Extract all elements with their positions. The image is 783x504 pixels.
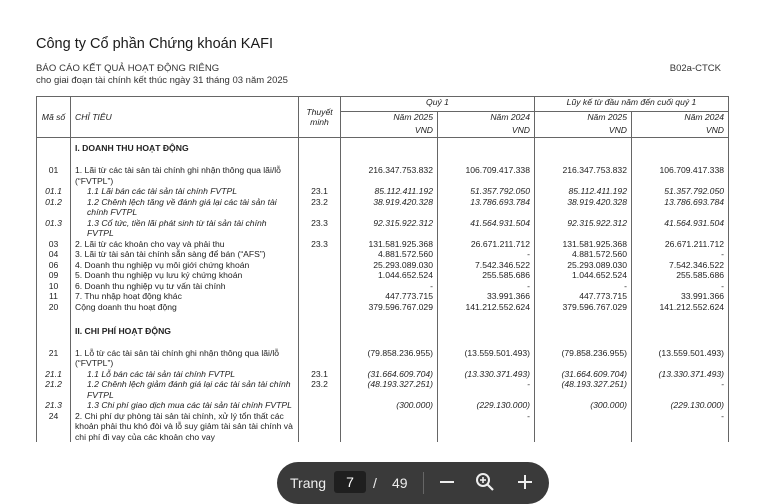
- cell-v4: [632, 143, 729, 159]
- cell-v2: (229.130.000): [438, 400, 535, 411]
- cell-v3: 1.044.652.524: [535, 270, 632, 281]
- cell-v3: (79.858.236.955): [535, 348, 632, 369]
- cell-note: [299, 260, 341, 271]
- cell-note: [299, 400, 341, 411]
- cell-v2: 106.709.417.338: [438, 165, 535, 186]
- cell-item: 6. Doanh thu nghiệp vụ tư vấn tài chính: [71, 281, 299, 292]
- cell-item: 3. Lãi từ tài sản tài chính sẵn sàng để bán (“AFS”): [71, 249, 299, 260]
- cell-v4: (13.330.371.493): [632, 369, 729, 380]
- col-code-header: Mã số: [37, 97, 71, 138]
- cell-code: 03: [37, 239, 71, 250]
- cell-v1: 25.293.089.030: [341, 260, 438, 271]
- unit-label: VND: [632, 125, 729, 138]
- cell-v1: (300.000): [341, 400, 438, 411]
- cell-v3: 379.596.767.029: [535, 302, 632, 320]
- table-row: [37, 143, 729, 159]
- cell-v3: 216.347.753.832: [535, 165, 632, 186]
- cell-item: 2. Lãi từ các khoản cho vay và phải thu: [71, 239, 299, 250]
- cell-note: [299, 326, 341, 342]
- cell-v4: 255.585.686: [632, 270, 729, 281]
- cell-note: [299, 270, 341, 281]
- cell-note: [299, 411, 341, 443]
- cell-item: 1.3 Chi phí giao dịch mua các tài sản tài chính FVTPL: [71, 400, 299, 411]
- cell-v3: 131.581.925.368: [535, 239, 632, 250]
- cell-note: [299, 348, 341, 369]
- table-row: [37, 348, 729, 369]
- table-row: [37, 197, 729, 218]
- zoom-fit-button[interactable]: [473, 470, 497, 494]
- cell-v2: 41.564.931.504: [438, 218, 535, 239]
- toolbar-divider: [423, 472, 424, 494]
- cell-item: 1.2 Chênh lệch giảm đánh giá lại các tài sản tài chính FVTPL: [71, 379, 299, 400]
- cell-v3: 38.919.420.328: [535, 197, 632, 218]
- unit-label: VND: [535, 125, 632, 138]
- table-row: [37, 400, 729, 411]
- quarter-header: Quý 1: [341, 97, 535, 112]
- cell-item: 5. Doanh thu nghiệp vụ lưu ký chứng khoán: [71, 270, 299, 281]
- cell-v1: [341, 326, 438, 342]
- cell-code: 21.2: [37, 379, 71, 400]
- cell-v4: 26.671.211.712: [632, 239, 729, 250]
- cell-note: [299, 249, 341, 260]
- cell-note: 23.2: [299, 197, 341, 218]
- cell-v4: 106.709.417.338: [632, 165, 729, 186]
- cell-v1: 447.773.715: [341, 291, 438, 302]
- cell-note: [299, 143, 341, 159]
- cell-v4: 33.991.366: [632, 291, 729, 302]
- cell-item: I. DOANH THU HOẠT ĐỘNG: [71, 143, 299, 159]
- cell-item: II. CHI PHÍ HOẠT ĐỘNG: [71, 326, 299, 342]
- table-row: [37, 218, 729, 239]
- cell-code: 10: [37, 281, 71, 292]
- cell-code: 01.2: [37, 197, 71, 218]
- table-row: [37, 239, 729, 250]
- table-row: [37, 249, 729, 260]
- cell-v3: [535, 143, 632, 159]
- cell-item: 1. Lỗ từ các tài sản tài chính ghi nhận thông qua lãi/lỗ (“FVTPL”): [71, 348, 299, 369]
- ytd-header: Lũy kế từ đầu năm đến cuối quý 1: [535, 97, 729, 112]
- cell-note: 23.2: [299, 379, 341, 400]
- page-number-input[interactable]: 7: [334, 471, 366, 493]
- cell-v2: -: [438, 249, 535, 260]
- cell-code: 01.1: [37, 186, 71, 197]
- plus-icon: [513, 470, 537, 494]
- zoom-out-button[interactable]: [435, 470, 459, 494]
- cell-code: 21.3: [37, 400, 71, 411]
- cell-v4: 7.542.346.522: [632, 260, 729, 271]
- cell-note: 23.1: [299, 186, 341, 197]
- cell-v1: 1.044.652.524: [341, 270, 438, 281]
- cell-v4: -: [632, 379, 729, 400]
- year-header: Năm 2024: [438, 112, 535, 126]
- cell-code: 01: [37, 165, 71, 186]
- cell-v2: [438, 143, 535, 159]
- magnifier-icon: [473, 470, 497, 494]
- col-item-header: CHỈ TIÊU: [71, 97, 299, 138]
- table-row: [37, 379, 729, 400]
- cell-v3: 85.112.411.192: [535, 186, 632, 197]
- cell-v4: 13.786.693.784: [632, 197, 729, 218]
- cell-v2: -: [438, 411, 535, 443]
- cell-v3: (300.000): [535, 400, 632, 411]
- table-row: [37, 326, 729, 342]
- cell-v4: -: [632, 281, 729, 292]
- cell-v1: (48.193.327.251): [341, 379, 438, 400]
- cell-code: [37, 143, 71, 159]
- cell-item: 7. Thu nhập hoạt động khác: [71, 291, 299, 302]
- cell-v1: (79.858.236.955): [341, 348, 438, 369]
- cell-v4: 51.357.792.050: [632, 186, 729, 197]
- cell-v2: -: [438, 281, 535, 292]
- cell-v2: (13.330.371.493): [438, 369, 535, 380]
- cell-v1: 131.581.925.368: [341, 239, 438, 250]
- pdf-page-toolbar: [277, 462, 549, 504]
- cell-item: 1.1 Lãi bán các tài sản tài chính FVTPL: [71, 186, 299, 197]
- cell-v3: 92.315.922.312: [535, 218, 632, 239]
- cell-code: 20: [37, 302, 71, 320]
- cell-v2: 141.212.552.624: [438, 302, 535, 320]
- cell-v3: 447.773.715: [535, 291, 632, 302]
- col-note-header: Thuyết minh: [299, 97, 341, 138]
- cell-item: 2. Chi phí dự phòng tài sản tài chính, xử lý tổn thất các khoản phải thu khó đòi và lỗ suy giảm tài sản tài chính và chi phí đi vay của các khoản cho vay: [71, 411, 299, 443]
- table-row: [37, 270, 729, 281]
- cell-v2: 33.991.366: [438, 291, 535, 302]
- cell-code: 11: [37, 291, 71, 302]
- report-title: BÁO CÁO KẾT QUẢ HOẠT ĐỘNG RIÊNG: [36, 63, 220, 74]
- cell-v4: -: [632, 249, 729, 260]
- cell-v3: -: [535, 281, 632, 292]
- cell-note: [299, 165, 341, 186]
- cell-item: Cộng doanh thu hoạt động: [71, 302, 299, 320]
- income-statement-table: [36, 96, 729, 442]
- cell-item: 1.3 Cổ tức, tiền lãi phát sinh từ tài sản tài chính FVTPL: [71, 218, 299, 239]
- cell-code: 06: [37, 260, 71, 271]
- page-separator: /: [373, 475, 377, 491]
- cell-v1: 85.112.411.192: [341, 186, 438, 197]
- unit-label: VND: [341, 125, 438, 138]
- table-row: [37, 165, 729, 186]
- cell-v3: 4.881.572.560: [535, 249, 632, 260]
- report-period: cho giai đoạn tài chính kết thúc ngày 31 tháng 03 năm 2025: [36, 75, 288, 86]
- cell-note: 23.3: [299, 218, 341, 239]
- zoom-in-button[interactable]: [513, 470, 537, 494]
- table-row: [37, 302, 729, 320]
- cell-item: 4. Doanh thu nghiệp vụ môi giới chứng khoán: [71, 260, 299, 271]
- table-row: [37, 369, 729, 380]
- cell-item: 1.2 Chênh lệch tăng về đánh giá lại các tài sản tài chính FVTPL: [71, 197, 299, 218]
- year-header: Năm 2024: [632, 112, 729, 126]
- cell-note: 23.3: [299, 239, 341, 250]
- cell-code: 24: [37, 411, 71, 443]
- cell-code: 21: [37, 348, 71, 369]
- cell-v1: 92.315.922.312: [341, 218, 438, 239]
- cell-v1: [341, 411, 438, 443]
- table-row: [37, 260, 729, 271]
- table-row: [37, 281, 729, 292]
- cell-code: 09: [37, 270, 71, 281]
- form-code: B02a-CTCK: [669, 63, 721, 74]
- cell-v2: -: [438, 379, 535, 400]
- cell-note: [299, 302, 341, 320]
- cell-item: 1.1 Lỗ bán các tài sản tài chính FVTPL: [71, 369, 299, 380]
- cell-v1: (31.664.609.704): [341, 369, 438, 380]
- cell-v1: 38.919.420.328: [341, 197, 438, 218]
- cell-v1: [341, 143, 438, 159]
- cell-v4: 141.212.552.624: [632, 302, 729, 320]
- cell-v1: 4.881.572.560: [341, 249, 438, 260]
- minus-icon: [435, 470, 459, 494]
- cell-code: 01.3: [37, 218, 71, 239]
- cell-note: 23.1: [299, 369, 341, 380]
- cell-code: 04: [37, 249, 71, 260]
- cell-v2: (13.559.501.493): [438, 348, 535, 369]
- cell-v3: [535, 326, 632, 342]
- cell-v2: [438, 326, 535, 342]
- cell-v1: 379.596.767.029: [341, 302, 438, 320]
- table-row: [37, 411, 729, 443]
- cell-v1: -: [341, 281, 438, 292]
- company-name: Công ty Cổ phần Chứng khoán KAFI: [36, 36, 274, 52]
- table-row: [37, 186, 729, 197]
- unit-label: VND: [438, 125, 535, 138]
- cell-note: [299, 291, 341, 302]
- cell-v2: 255.585.686: [438, 270, 535, 281]
- cell-v3: (48.193.327.251): [535, 379, 632, 400]
- cell-v2: 13.786.693.784: [438, 197, 535, 218]
- cell-v3: (31.664.609.704): [535, 369, 632, 380]
- page-label: Trang: [290, 475, 327, 491]
- cell-v4: (13.559.501.493): [632, 348, 729, 369]
- cell-code: 21.1: [37, 369, 71, 380]
- cell-v2: 7.542.346.522: [438, 260, 535, 271]
- year-header: Năm 2025: [535, 112, 632, 126]
- cell-item: 1. Lãi từ các tài sản tài chính ghi nhận thông qua lãi/lỗ (“FVTPL”): [71, 165, 299, 186]
- cell-v1: 216.347.753.832: [341, 165, 438, 186]
- cell-v2: 26.671.211.712: [438, 239, 535, 250]
- cell-v2: 51.357.792.050: [438, 186, 535, 197]
- cell-code: [37, 326, 71, 342]
- page-total: 49: [392, 475, 408, 491]
- cell-v3: 25.293.089.030: [535, 260, 632, 271]
- cell-v4: -: [632, 411, 729, 443]
- table-row: [37, 291, 729, 302]
- cell-note: [299, 281, 341, 292]
- cell-v4: [632, 326, 729, 342]
- cell-v3: [535, 411, 632, 443]
- cell-v4: (229.130.000): [632, 400, 729, 411]
- year-header: Năm 2025: [341, 112, 438, 126]
- cell-v4: 41.564.931.504: [632, 218, 729, 239]
